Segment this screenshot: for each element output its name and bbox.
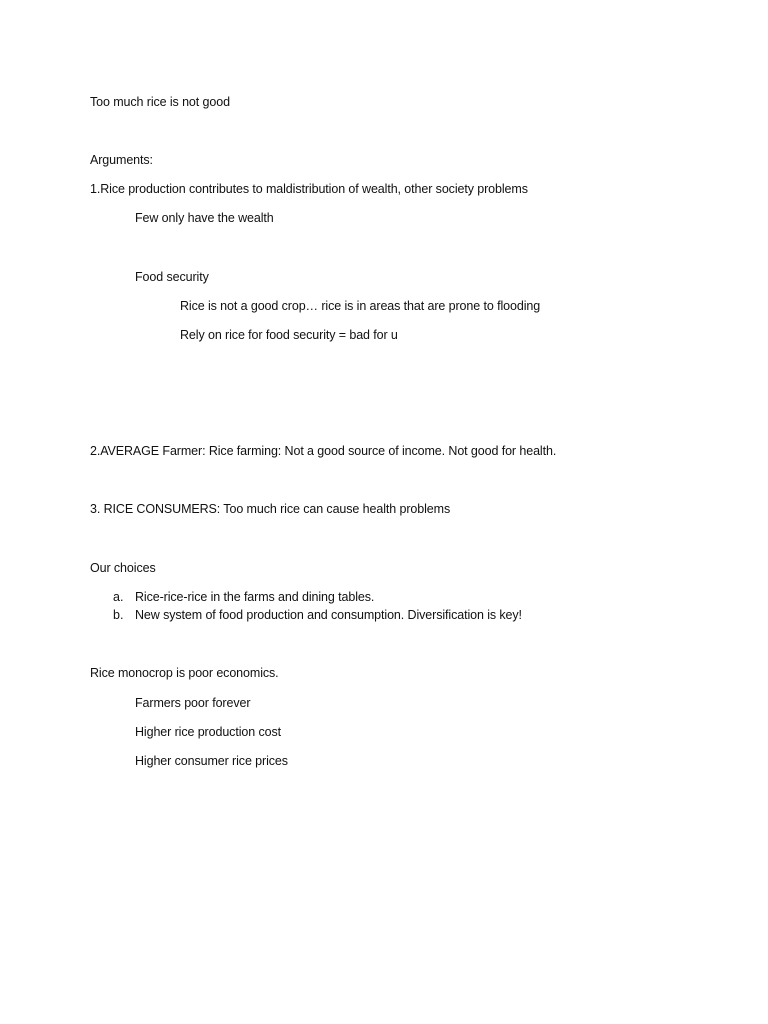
document-title: Too much rice is not good xyxy=(90,95,230,109)
monocrop-heading: Rice monocrop is poor economics. xyxy=(90,666,279,680)
argument-2: 2.AVERAGE Farmer: Rice farming: Not a good source of income. Not good for health. xyxy=(90,444,557,458)
food-security-sub-1: Rice is not a good crop… rice is in areas that are prone to flooding xyxy=(180,299,541,313)
choice-a-text: Rice-rice-rice in the farms and dining tables. xyxy=(135,590,375,604)
argument-1-point-wealth: Few only have the wealth xyxy=(135,211,274,225)
monocrop-point-1: Farmers poor forever xyxy=(135,696,251,710)
choice-b-text: New system of food production and consumption. Diversification is key! xyxy=(135,608,522,622)
choice-a-marker: a. xyxy=(113,590,124,604)
monocrop-point-2: Higher rice production cost xyxy=(135,725,281,739)
argument-1-point-food-security: Food security xyxy=(135,270,209,284)
argument-3: 3. RICE CONSUMERS: Too much rice can cause health problems xyxy=(90,502,451,516)
choices-heading: Our choices xyxy=(90,561,156,575)
choice-b-marker: b. xyxy=(113,608,124,622)
monocrop-point-3: Higher consumer rice prices xyxy=(135,754,288,768)
arguments-heading: Arguments: xyxy=(90,153,153,167)
food-security-sub-2: Rely on rice for food security = bad for u xyxy=(180,328,398,342)
argument-1: 1.Rice production contributes to maldistribution of wealth, other society problems xyxy=(90,182,528,196)
